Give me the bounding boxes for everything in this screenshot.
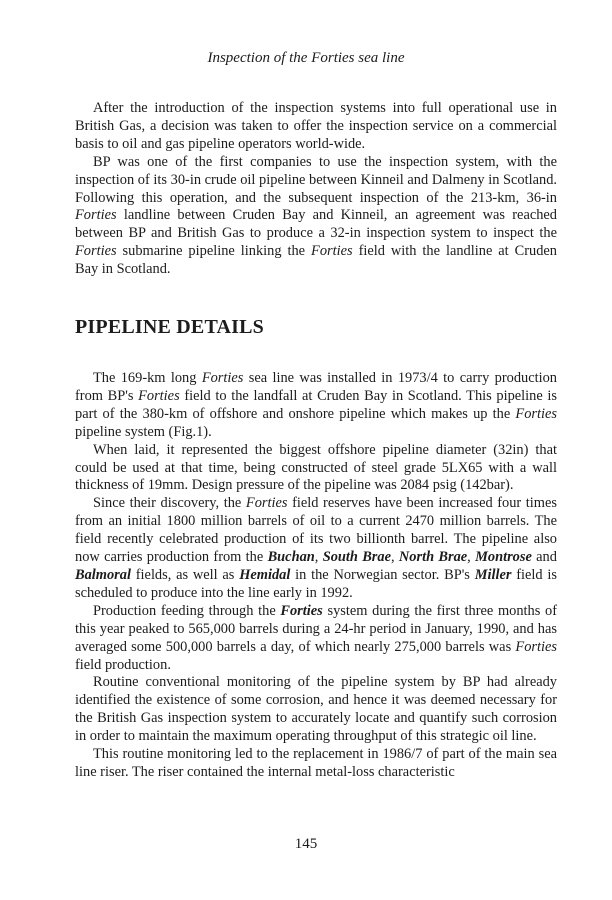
body-paragraph-1: The 169-km long Forties sea line was installed in 1973/4 to carry production from BP's Forties field to the landfall at Cruden Bay in Scotland. This pipeline is part of the 380-km of offshore and onshore pipeline which makes up the Forties pipeline system (Fig.1). — [75, 370, 557, 440]
running-header: Inspection of the Forties sea line — [207, 50, 405, 66]
body-paragraph-5: Routine conventional monitoring of the pipeline system by BP had already identified the existence of some corrosion, and hence it was deemed necessary for the British Gas inspection system to accurately locate and quantify such corrosion in order to maintain the maximum operating throughput of this strategic oil line. — [75, 674, 557, 745]
page-number: 145 — [294, 836, 318, 852]
section-body — [75, 370, 557, 782]
body-paragraph-6: This routine monitoring led to the replacement in 1986/7 of part of the main sea line riser. The riser contained the internal metal-loss characteristic — [75, 746, 557, 780]
body-paragraph-2: When laid, it represented the biggest offshore pipeline diameter (32in) that could be used at that time, being constructed of steel grade 5LX65 with a wall thickness of 19mm. Design pressure of the pipeline was 2084 psig (142bar). — [75, 441, 557, 494]
body-paragraph-3: Since their discovery, the Forties field reserves have been increased four times from an initial 1800 million barrels of oil to a current 2470 million barrels. The field recently celebrated production of its two billionth barrel. The pipeline also now carries production from the Buchan, South Brae, North Brae, Montrose and Balmoral fields, as well as Hemidal in the Norwegian sector. BP's Miller field is scheduled to produce into the line early in 1992. — [75, 495, 557, 601]
body-paragraph-4: Production feeding through the Forties system during the first three months of this year peaked to 565,000 barrels during a 24-hr period in January, 1990, and has averaged some 500,000 barrels a day, of which nearly 275,000 barrels was Forties field production. — [75, 602, 557, 673]
section-heading: PIPELINE DETAILS — [75, 316, 264, 338]
intro-paragraph-1: After the introduction of the inspection systems into full operational use in British Gas, a decision was taken to offer the inspection service on a commercial basis to oil and gas pipeline operators world-wide. — [75, 100, 557, 152]
intro-paragraph-2: BP was one of the first companies to use the inspection system, with the inspection of its 30-in crude oil pipeline between Kinneil and Dalmeny in Scotland. Following this operation, and the subsequent inspection of the 213-km, 36-in Forties landline between Cruden Bay and Kinneil, an agreement was reached between BP and British Gas to produce a 32-in inspection system to inspect the Forties submarine pipeline linking the Forties field with the landline at Cruden Bay in Scotland. — [75, 153, 557, 278]
intro-text — [75, 100, 557, 279]
